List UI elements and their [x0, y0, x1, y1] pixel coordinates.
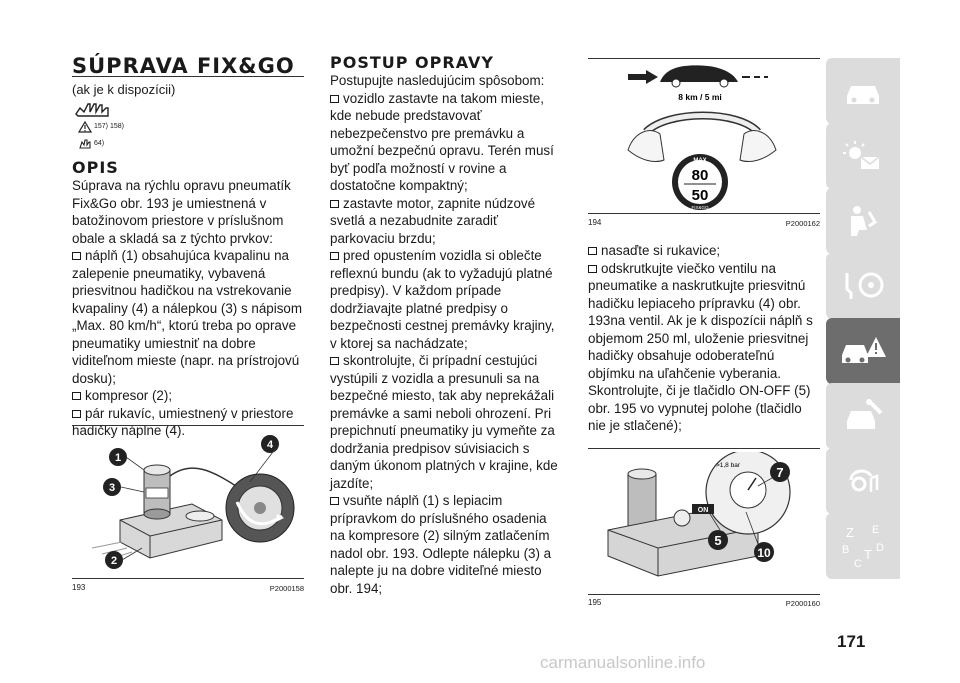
checkbox-bullet-icon — [588, 265, 597, 273]
tab-safety[interactable] — [826, 188, 900, 254]
checkbox-bullet-icon — [588, 247, 597, 255]
list-item: zastavte motor, zapnite núdzové svetlá a nezabudnite zaradiť parkovaciu brzdu; — [330, 195, 536, 246]
index-letter: E — [872, 524, 880, 536]
figure-divider — [588, 58, 820, 59]
title-divider — [72, 76, 304, 77]
checkbox-bullet-icon — [330, 200, 339, 208]
checkbox-bullet-icon — [330, 95, 339, 103]
checkbox-bullet-icon — [330, 357, 339, 365]
speed-sticker-illustration — [588, 60, 820, 210]
fixgo-kit-illustration — [72, 430, 304, 580]
figure-number: 194 — [588, 218, 602, 227]
figure-divider — [72, 425, 304, 426]
checkbox-bullet-icon — [72, 252, 81, 260]
callout-label: 4 — [266, 439, 274, 451]
callout-label: 7 — [776, 465, 784, 480]
checkbox-bullet-icon — [72, 410, 81, 418]
multimedia-icon — [841, 464, 885, 498]
callout-label: 5 — [714, 533, 722, 548]
checkbox-bullet-icon — [330, 252, 339, 260]
list-item: pár rukavíc, umiestnený v priestore hadičky náplne (4). — [72, 405, 294, 438]
figure-code: P2000160 — [785, 599, 820, 608]
figure-code: P2000158 — [269, 584, 304, 593]
index-letter: T — [864, 547, 872, 562]
sign-mph: 50 — [691, 187, 709, 204]
intro-paragraph: Súprava na rýchlu opravu pneumatík Fix&Go obr. 193 je umiestnená v batožinovom priestore v príslušnom obale a skladá sa z týchto prvkov: — [72, 178, 291, 246]
maintenance-icon — [841, 399, 885, 433]
reference-numbers: 157) 158) — [94, 123, 124, 130]
list-item: vozidlo zastavte na takom mieste, kde nebude predstavovať nebezpečenstvo pre premávku a umožní bezpečnú opravu. Terén musí byť podľa možností v rovine a dostatočne kompaktný; — [330, 90, 554, 193]
callout-label: 3 — [108, 482, 116, 494]
checkbox-bullet-icon — [330, 497, 339, 505]
reference-numbers-2: 64) — [94, 140, 105, 147]
watermark: carmanualsonline.info — [540, 653, 706, 672]
driving-steering-icon — [841, 269, 885, 303]
tab-multimedia[interactable] — [826, 448, 900, 514]
tab-driving[interactable] — [826, 253, 900, 319]
procedure-text — [330, 72, 562, 597]
index-letter: D — [876, 542, 884, 554]
figure-caption-divider — [588, 213, 820, 214]
tab-car-dashboard[interactable] — [826, 58, 900, 124]
warning-lights-icon — [841, 139, 885, 173]
on-button-label: ON — [697, 507, 709, 514]
compressor-button-illustration — [588, 452, 820, 592]
tab-maintenance[interactable] — [826, 383, 900, 449]
figure-caption-divider — [588, 594, 820, 595]
page-number: 171 — [837, 632, 866, 651]
figure-divider — [588, 448, 820, 449]
list-item: vsuňte náplň (1) s lepiacim prípravkom do príslušného osadenia na kompresore (2) silným zatlačením nadol obr. 193. Odlepte nálepku (3) a nalepte ju na dobre viditeľné miesto obr. 194; — [330, 493, 552, 596]
checkbox-bullet-icon — [72, 392, 81, 400]
warning-triangle-icon — [78, 121, 92, 133]
tab-warning-lights[interactable] — [826, 123, 900, 189]
intro-paragraph: Postupujte nasledujúcim spôsobom: — [330, 73, 545, 88]
list-item: náplň (1) obsahujúca kvapalinu na zalepenie pneumatiky, vybavená priesvitnou hadičkou na vstrekovanie kvapaliny (4) a nálepkou (3) s nápisom „Max. 80 km/h“, ktorú treba po oprave pneumatiky umiestniť na dobre viditeľnom mieste (napr. na prístrojovú dosku); — [72, 248, 302, 386]
list-item: pred opustením vozidla si oblečte reflexnú bundu (ak to vyžadujú platné predpisy). V každom prípade dodržiavajte platné predpisy o bezpečnosti cestnej premávky krajiny, v ktorej sa nachádzate; — [330, 248, 555, 351]
instruction-hand-icon — [74, 100, 114, 120]
figure-caption-divider — [72, 578, 304, 579]
index-letter: Z — [846, 525, 854, 540]
figure-number: 193 — [72, 583, 86, 592]
section-heading-opis: OPIS — [72, 158, 119, 177]
sign-brand: FIX&GO — [691, 205, 709, 210]
description-text — [72, 177, 304, 440]
tab-emergency[interactable] — [826, 318, 900, 384]
figure-number: 195 — [588, 598, 602, 607]
section-title: SÚPRAVA FIX&GO — [72, 54, 295, 78]
pressure-label: >1,8 bar — [715, 462, 741, 469]
index-letter: B — [842, 544, 850, 556]
callout-label: 2 — [110, 555, 118, 567]
list-item: kompresor (2); — [72, 387, 304, 405]
hand-caution-icon — [78, 138, 92, 150]
list-item: odskrutkujte viečko ventilu na pneumatike a naskrutkujte priesvitnú hadičku lepiaceho prípravku (4) obr. 193na ventil. Ak je k dispozícii náplň s objemom 250 ml, uloženie priesvitnej hadičky obsahuje odoberateľnú objímku na uľahčenie vyberania. — [588, 260, 813, 381]
emergency-icon — [838, 333, 888, 369]
index-icon — [838, 521, 888, 571]
list-item: skontrolujte, či prípadní cestujúci vystúpili z vozidla a presunuli sa na bezpečné miesto, tak aby neprekážali premávke a sami neboli ohrození. Pri prepichnutí pneumatiky ju vymeňte za dodržania predpisov súvisiacich s daným úkonom platných v krajine, kde jazdíte; — [330, 353, 558, 491]
speed-limit-text: 8 km / 5 mi — [678, 92, 722, 102]
callout-label: 10 — [757, 546, 771, 560]
section-heading-postup: POSTUP OPRAVY — [330, 53, 494, 72]
list-item: nasaďte si rukavice; — [588, 242, 820, 260]
check-paragraph: Skontrolujte, či je tlačidlo ON-OFF (5) obr. 195 vo vypnutej polohe (tlačidlo nie je stlačené); — [588, 383, 811, 433]
sign-max-label: MAX — [693, 158, 707, 164]
subtitle: (ak je k dispozícii) — [72, 82, 176, 97]
tab-index[interactable] — [826, 513, 900, 579]
index-letter: C — [854, 558, 862, 570]
figure-code: P2000162 — [785, 219, 820, 228]
car-dashboard-icon — [841, 74, 885, 108]
sign-kmh: 80 — [691, 167, 709, 184]
callout-label: 1 — [114, 452, 122, 464]
safety-airbag-icon — [841, 204, 885, 238]
procedure-text-continued — [588, 242, 820, 435]
